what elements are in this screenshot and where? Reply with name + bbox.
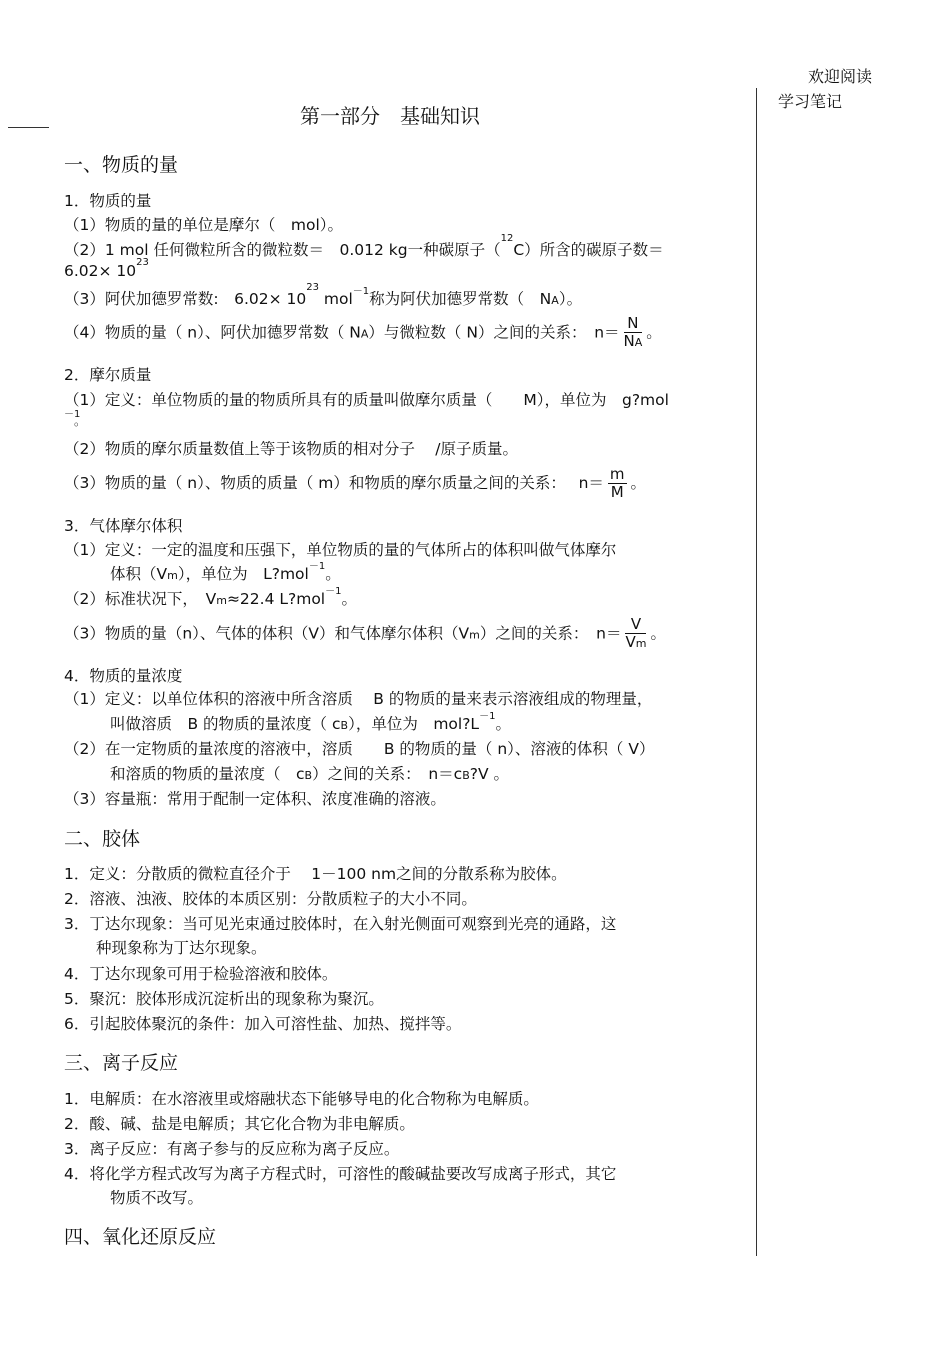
line-1-2-1-unit-exp: －1: [64, 409, 81, 420]
subheading-1-1: 1．物质的量: [64, 192, 152, 210]
list-item: 5．聚沉：胶体形成沉淀析出的现象称为聚沉。: [64, 990, 384, 1008]
sidebar-notes: 学习笔记: [778, 92, 843, 111]
list-item: 1．电解质：在水溶液里或熔融状态下能够导电的化合物称为电解质。: [64, 1090, 539, 1108]
section-heading-3: 三、离子反应: [64, 1052, 179, 1074]
line-1-2-2: （2）物质的摩尔质量数值上等于该物质的相对分子 /原子质量。: [64, 440, 519, 458]
line-1-1-4: （4）物质的量（ n）、阿伏加德罗常数（ NA）与微粒数（ N）之间的关系： n＝ $\frac{N}{NA}$ 。: [64, 314, 662, 350]
line-1-3-2: （2）标准状况下， Vm≈22.4 L?mol$^{-1}$。: [64, 586, 358, 608]
subheading-1-2: 2．摩尔质量: [64, 366, 152, 384]
subheading-1-3: 3．气体摩尔体积: [64, 517, 183, 535]
section-heading-4: 四、氧化还原反应: [64, 1226, 217, 1248]
line-1-1-1: （1）物质的量的单位是摩尔（ mol）。: [64, 216, 344, 234]
corner-rule: [8, 127, 49, 128]
fraction-n-over-na: $\frac{N}{NA}$: [623, 314, 643, 350]
list-item: 2．溶液、浊液、胶体的本质区别：分散质粒子的大小不同。: [64, 890, 477, 908]
line-1-1-2-cont: $6.02\times 10^{23}$: [64, 257, 149, 280]
line-1-4-1-cont: 叫做溶质 B 的物质的量浓度（ cB），单位为 $mol?L^{-1}$。: [110, 711, 511, 733]
margin-divider: [756, 88, 757, 1256]
section-heading-1: 一、物质的量: [64, 154, 179, 176]
line-1-4-2: （2）在一定物质的量浓度的溶液中，溶质 B 的物质的量（ n）、溶液的体积（ V）: [64, 740, 655, 758]
list-item: 3．离子反应：有离子参与的反应称为离子反应。: [64, 1140, 400, 1158]
line-1-1-3: （3）阿伏加德罗常数: $6.02\times 10^{23}$ mol$^{-1}$称为阿伏加德罗常数（ NA）。: [64, 282, 583, 308]
list-item-cont: 种现象称为丁达尔现象。: [96, 939, 267, 957]
line-1-3-1: （1）定义：一定的温度和压强下，单位物质的量的气体所占的体积叫做气体摩尔: [64, 541, 617, 559]
line-1-4-3: （3）容量瓶：常用于配制一定体积、浓度准确的溶液。: [64, 790, 446, 808]
list-item: 4．丁达尔现象可用于检验溶液和胶体。: [64, 965, 338, 983]
line-1-3-3: （3）物质的量（n）、气体的体积（V）和气体摩尔体积（Vm）之间的关系： n＝ $\frac{V}{Vm}$ 。: [64, 615, 666, 651]
list-item: 1．定义：分散质的微粒直径介于 1－100 nm之间的分散系称为胶体。: [64, 865, 567, 883]
section-heading-2: 二、胶体: [64, 828, 141, 850]
list-item: 6．引起胶体聚沉的条件：加入可溶性盐、加热、搅拌等。: [64, 1015, 462, 1033]
line-1-2-3: （3）物质的量（ n）、物质的质量（ m）和物质的摩尔质量之间的关系： n＝ $\frac{m}{M}$ 。: [64, 465, 647, 501]
line-1-4-2-cont: 和溶质的物质的量浓度（ cB）之间的关系： n＝cB?V 。: [110, 765, 509, 783]
list-item-cont: 物质不改写。: [110, 1189, 204, 1207]
line-1-4-1: （1）定义：以单位体积的溶液中所含溶质 B 的物质的量来表示溶液组成的物理量，: [64, 690, 653, 708]
list-item: 2．酸、碱、盐是电解质；其它化合物为非电解质。: [64, 1115, 415, 1133]
line-1-2-1: （1）定义：单位物质的量的物质所具有的质量叫做摩尔质量（ M），单位为 g?mol: [64, 391, 669, 409]
fraction-v-over-vm: $\frac{V}{Vm}$: [625, 615, 647, 651]
sidebar-welcome: 欢迎阅读: [808, 67, 873, 86]
subheading-1-4: 4．物质的量浓度: [64, 667, 183, 685]
line-1-3-1-cont: 体积（Vm），单位为 L?mol$^{-1}$。: [110, 561, 341, 583]
list-item: 3．丁达尔现象：当可见光束通过胶体时，在入射光侧面可观察到光亮的通路，这: [64, 915, 617, 933]
list-item: 4．将化学方程式改写为离子方程式时，可溶性的酸碱盐要改写成离子形式，其它: [64, 1165, 617, 1183]
page-title: 第一部分 基础知识: [300, 104, 480, 128]
fraction-m-over-M: $\frac{m}{M}$: [609, 465, 625, 501]
line-1-2-1-end: 。: [74, 414, 87, 428]
line-1-1-2: （2）1 mol 任何微粒所含的微粒数＝ 0.012 kg一种碳原子（$^{12}$C）所含的碳原子数＝: [64, 233, 664, 259]
